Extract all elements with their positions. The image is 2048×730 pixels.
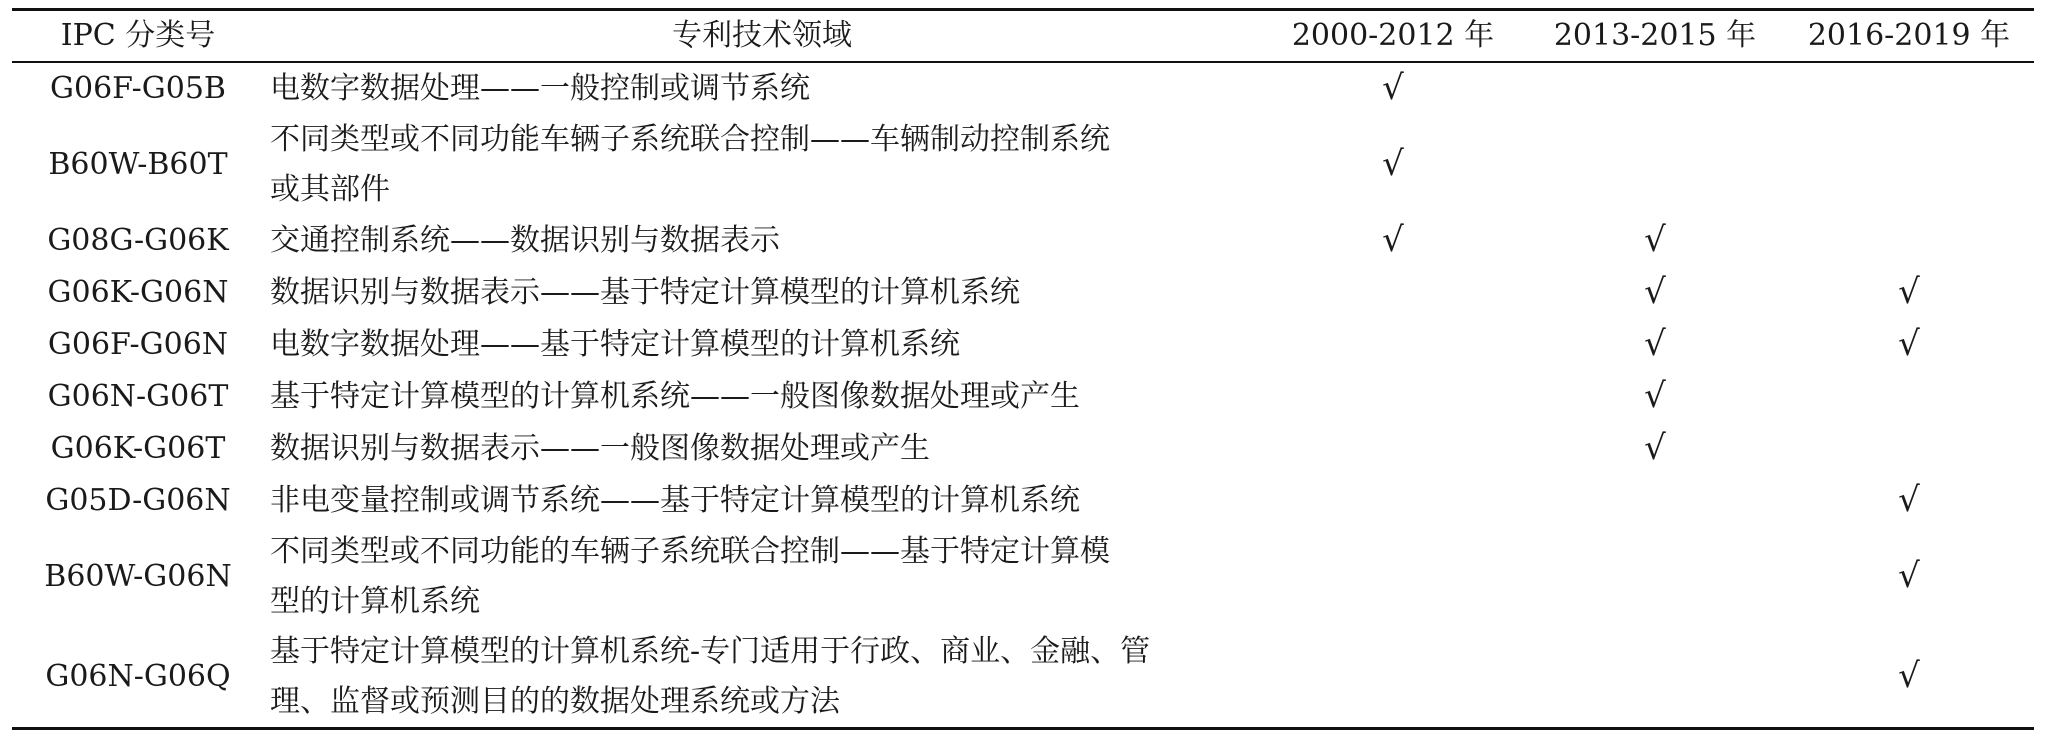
period-2013-2015-cell [1526, 475, 1784, 527]
tech-field-line: 交通控制系统——数据识别与数据表示 [270, 223, 780, 258]
header-field: 专利技术领域 [672, 18, 852, 53]
period-2000-2012-cell [1260, 475, 1526, 527]
tech-field-line: 型的计算机系统 [270, 584, 480, 619]
patent-field-table-container [12, 8, 2034, 730]
period-2013-2015-cell [1526, 627, 1784, 729]
tech-field-line: 基于特定计算模型的计算机系统-专门适用于行政、商业、金融、管 [270, 634, 1151, 669]
period-2013-2015-cell [1526, 215, 1784, 267]
period-2016-2019-cell [1784, 371, 2034, 423]
ipc-code-cell: G06K-G06N [47, 275, 229, 310]
period-2013-2015-cell [1526, 115, 1784, 215]
tech-field-line: 理、监督或预测目的的数据处理系统或方法 [270, 684, 840, 719]
tech-field-line: 数据识别与数据表示——一般图像数据处理或产生 [270, 431, 930, 466]
period-2013-2015-cell [1526, 319, 1784, 371]
tech-field-cell [264, 319, 1260, 371]
tech-field-line: 电数字数据处理——基于特定计算模型的计算机系统 [270, 327, 960, 362]
period-2016-2019-cell [1784, 267, 2034, 319]
tech-field-cell [264, 627, 1260, 729]
period-2013-2015-cell [1526, 371, 1784, 423]
ipc-code-cell: B60W-G06N [44, 559, 232, 594]
tech-field-line: 电数字数据处理——一般控制或调节系统 [270, 71, 810, 106]
period-2000-2012-cell [1260, 423, 1526, 475]
tech-field-cell [264, 423, 1260, 475]
check-mark: √ [1898, 324, 1920, 364]
ipc-code-cell: B60W-B60T [48, 147, 228, 182]
check-mark: √ [1644, 272, 1666, 312]
table-row [12, 215, 2034, 267]
period-2016-2019-cell [1784, 62, 2034, 115]
period-2000-2012-cell [1260, 115, 1526, 215]
tech-field-cell [264, 267, 1260, 319]
check-mark: √ [1898, 656, 1920, 696]
table-row [12, 115, 2034, 215]
tech-field-cell [264, 215, 1260, 267]
table-row [12, 371, 2034, 423]
table-row [12, 319, 2034, 371]
patent-field-table [12, 8, 2034, 730]
check-mark: √ [1382, 220, 1404, 260]
ipc-code-cell: G06K-G06T [50, 431, 226, 466]
period-2013-2015-cell [1526, 267, 1784, 319]
tech-field-line: 或其部件 [270, 172, 390, 207]
period-2016-2019-cell [1784, 215, 2034, 267]
period-2016-2019-cell [1784, 627, 2034, 729]
ipc-code-cell: G06F-G05B [50, 71, 226, 106]
period-2013-2015-cell [1526, 62, 1784, 115]
check-mark: √ [1644, 220, 1666, 260]
check-mark: √ [1644, 428, 1666, 468]
tech-field-cell [264, 371, 1260, 423]
check-mark: √ [1898, 480, 1920, 520]
table-row [12, 527, 2034, 627]
header-period-2000-2012: 2000-2012 年 [1291, 18, 1495, 53]
header-period-2013-2015: 2013-2015 年 [1553, 18, 1757, 53]
period-2016-2019-cell [1784, 115, 2034, 215]
check-mark: √ [1898, 272, 1920, 312]
tech-field-line: 数据识别与数据表示——基于特定计算模型的计算机系统 [270, 275, 1020, 310]
check-mark: √ [1644, 324, 1666, 364]
check-mark: √ [1644, 376, 1666, 416]
header-ipc: IPC 分类号 [60, 18, 216, 53]
table-row [12, 475, 2034, 527]
ipc-code-cell: G05D-G06N [45, 483, 231, 518]
tech-field-line: 不同类型或不同功能车辆子系统联合控制——车辆制动控制系统 [270, 122, 1110, 157]
period-2000-2012-cell [1260, 527, 1526, 627]
table-body [12, 62, 2034, 729]
tech-field-cell [264, 527, 1260, 627]
ipc-code-cell: G08G-G06K [47, 223, 229, 258]
period-2000-2012-cell [1260, 371, 1526, 423]
check-mark: √ [1382, 68, 1404, 108]
table-header [12, 10, 2034, 63]
tech-field-line: 基于特定计算模型的计算机系统——一般图像数据处理或产生 [270, 379, 1080, 414]
table-row [12, 62, 2034, 115]
table-row [12, 627, 2034, 729]
table-row [12, 267, 2034, 319]
period-2016-2019-cell [1784, 319, 2034, 371]
tech-field-cell [264, 475, 1260, 527]
tech-field-line: 非电变量控制或调节系统——基于特定计算模型的计算机系统 [270, 483, 1080, 518]
period-2000-2012-cell [1260, 62, 1526, 115]
header-row [12, 10, 2034, 63]
period-2016-2019-cell [1784, 475, 2034, 527]
period-2013-2015-cell [1526, 527, 1784, 627]
period-2000-2012-cell [1260, 319, 1526, 371]
header-period-2016-2019: 2016-2019 年 [1807, 18, 2011, 53]
period-2016-2019-cell [1784, 527, 2034, 627]
table-row [12, 423, 2034, 475]
ipc-code-cell: G06N-G06Q [45, 659, 231, 694]
ipc-code-cell: G06F-G06N [47, 327, 229, 362]
tech-field-line: 不同类型或不同功能的车辆子系统联合控制——基于特定计算模 [270, 534, 1110, 569]
period-2000-2012-cell [1260, 267, 1526, 319]
check-mark: √ [1898, 556, 1920, 596]
period-2016-2019-cell [1784, 423, 2034, 475]
period-2000-2012-cell [1260, 627, 1526, 729]
tech-field-cell [264, 115, 1260, 215]
check-mark: √ [1382, 144, 1404, 184]
tech-field-cell [264, 62, 1260, 115]
period-2000-2012-cell [1260, 215, 1526, 267]
ipc-code-cell: G06N-G06T [47, 379, 229, 414]
period-2013-2015-cell [1526, 423, 1784, 475]
